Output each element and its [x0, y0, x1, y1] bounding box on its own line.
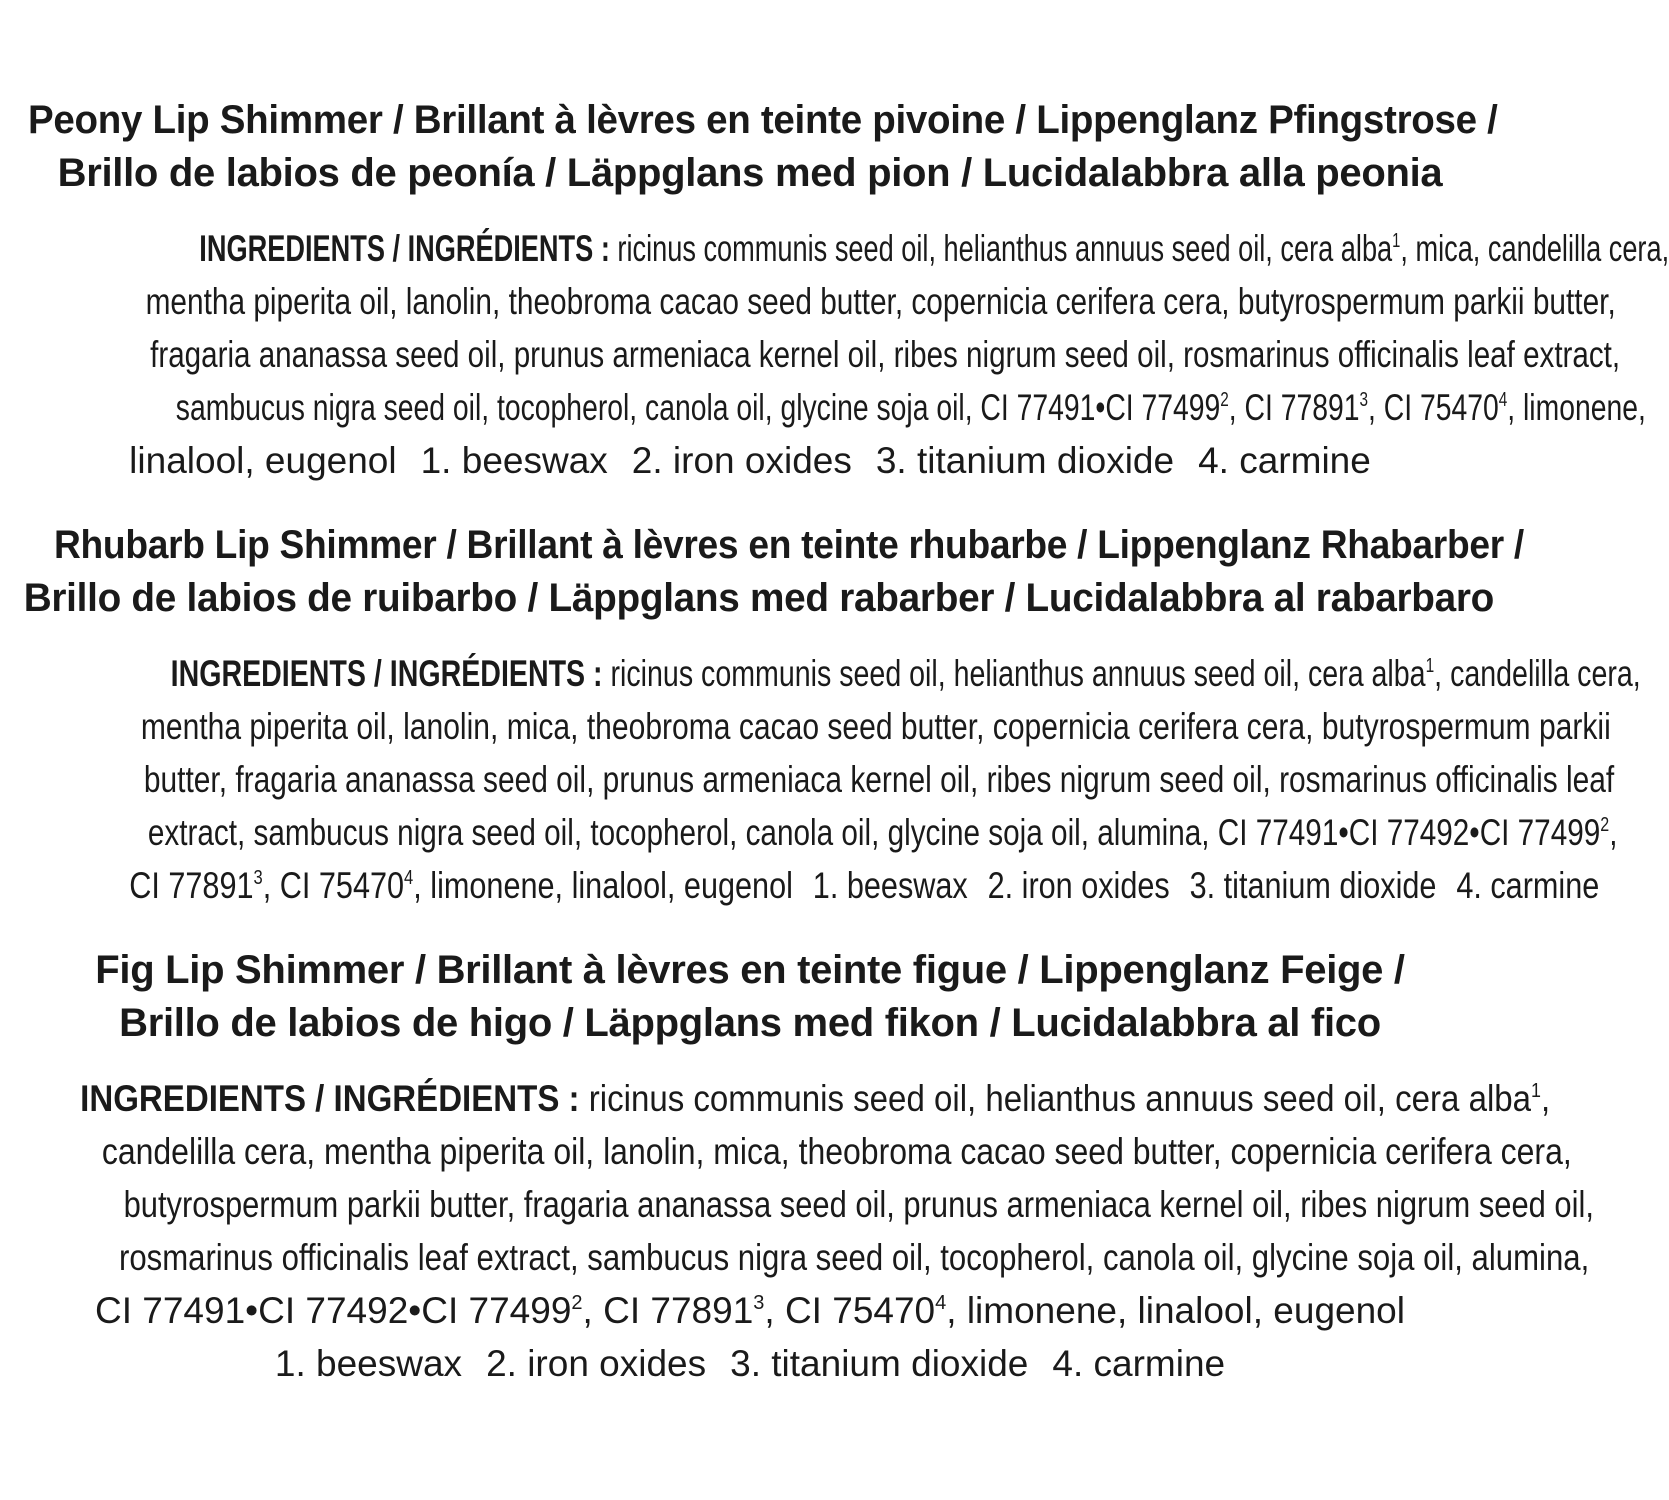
- ingredient-line: rosmarinus officinalis leaf extract, sambucus nigra seed oil, tocopherol, canola oil, glycine soja oil, alumina,: [118, 1237, 1590, 1278]
- footnote-item: 4. carmine: [1456, 865, 1600, 906]
- ingredients-label: INGREDIENTS / INGRÉDIENTS :: [170, 653, 603, 694]
- product-title-line: Brillo de labios de peonía / Läppglans med pion / Lucidalabbra alla peonia: [57, 151, 1443, 195]
- ingredient-text: , candelilla cera,: [1434, 653, 1641, 694]
- ingredients-label: INGREDIENTS / INGRÉDIENTS :: [199, 228, 610, 269]
- footnote-item: 3. titanium dioxide: [730, 1343, 1029, 1384]
- ingredient-line: [147, 806, 1618, 859]
- product-title-line: Rhubarb Lip Shimmer / Brillant à lèvres en teinte rhubarbe / Lippenglanz Rhabarber /: [54, 523, 1524, 567]
- ingredient-line: mentha piperita oil, lanolin, theobroma cacao seed butter, copernicia cerifera cera, butyrospermum parkii butter,: [145, 281, 1616, 322]
- footnote-item: 1. beeswax: [420, 440, 608, 481]
- footnote-marker: 4: [1498, 389, 1508, 411]
- footnote-marker: 1: [1392, 230, 1401, 252]
- footnote-item: 2. iron oxides: [486, 1343, 707, 1384]
- product-title-line: Peony Lip Shimmer / Brillant à lèvres en teinte pivoine / Lippenglanz Pfingstrose /: [27, 98, 1498, 142]
- ingredient-text: CI 77891: [129, 865, 254, 906]
- ingredient-text: linalool, eugenol: [129, 440, 397, 481]
- footnote-marker: 2: [1600, 814, 1610, 836]
- ingredient-text: , CI 77891: [1228, 387, 1360, 428]
- ingredient-line: [0, 1284, 1500, 1337]
- footnote-item: 3. titanium dioxide: [875, 440, 1175, 481]
- product-fig: [0, 944, 1594, 1390]
- footnote-marker: 2: [1220, 389, 1229, 411]
- ingredient-line: [0, 434, 1500, 487]
- ingredient-line: mentha piperita oil, lanolin, mica, theobroma cacao seed butter, copernicia cerifera cera, butyrospermum parkii: [140, 706, 1611, 747]
- product-title-line: Brillo de labios de ruibarbo / Läppglans med rabarber / Lucidalabbra al rabarbaro: [23, 576, 1495, 620]
- footnote-item: 4. carmine: [1198, 440, 1371, 481]
- footnote-marker: 3: [253, 867, 263, 889]
- ingredient-text: ricinus communis seed oil, helianthus annuus seed oil, cera alba: [579, 1078, 1532, 1119]
- ingredient-text: , CI 75470: [262, 865, 405, 906]
- footnote-marker: 4: [935, 1292, 947, 1314]
- ingredient-text: ,: [1540, 1078, 1551, 1119]
- product-rhubarb: [0, 519, 1641, 912]
- ingredient-line: [170, 647, 1641, 700]
- footnote-item: 2. iron oxides: [987, 865, 1170, 906]
- ingredient-text: ricinus communis seed oil, helianthus annuus seed oil, cera alba: [609, 228, 1393, 269]
- footnote-marker: 3: [1359, 389, 1369, 411]
- ingredient-text: , limonene, linalool, eugenol: [413, 865, 793, 906]
- ingredients-label: INGREDIENTS / INGRÉDIENTS :: [80, 1078, 580, 1119]
- footnote-marker: 1: [1425, 655, 1435, 677]
- ingredient-line: [80, 1072, 1551, 1125]
- ingredient-line: [129, 859, 1600, 912]
- ingredient-text: , limonene,: [1507, 387, 1646, 428]
- footnote-marker: 1: [1531, 1080, 1541, 1102]
- product-peony: [0, 94, 1669, 487]
- footnote-item: 4. carmine: [1052, 1343, 1226, 1384]
- ingredient-text: extract, sambucus nigra seed oil, tocopherol, canola oil, glycine soja oil, alumina, CI 77491•CI 77492•CI 77499: [147, 812, 1601, 853]
- product-title-line: Fig Lip Shimmer / Brillant à lèvres en teinte figue / Lippenglanz Feige /: [95, 948, 1405, 992]
- footnote-item: 3. titanium dioxide: [1189, 865, 1437, 906]
- ingredients-block: [0, 647, 1641, 912]
- ingredient-text: , CI 75470: [1368, 387, 1499, 428]
- ingredient-line: butyrospermum parkii butter, fragaria ananassa seed oil, prunus armeniaca kernel oil, ribes nigrum seed oil,: [123, 1184, 1594, 1225]
- footnote-item: 1. beeswax: [812, 865, 968, 906]
- ingredient-text: sambucus nigra seed oil, tocopherol, canola oil, glycine soja oil, CI 77491•CI 77499: [175, 387, 1221, 428]
- ingredient-line: [199, 222, 1669, 275]
- ingredient-text: ,: [1609, 812, 1618, 853]
- ingredient-text: ricinus communis seed oil, helianthus annuus seed oil, cera alba: [602, 653, 1426, 694]
- ingredient-text: CI 77491•CI 77492•CI 77499: [95, 1290, 572, 1331]
- ingredient-text: , CI 77891: [582, 1290, 754, 1331]
- ingredient-line: [175, 381, 1646, 434]
- ingredients-block: [0, 222, 1669, 487]
- ingredient-line: butter, fragaria ananassa seed oil, prunus armeniaca kernel oil, ribes nigrum seed oil, rosmarinus officinalis leaf: [143, 759, 1615, 800]
- ingredient-line: [0, 1337, 1500, 1390]
- footnote-marker: 2: [571, 1292, 583, 1314]
- ingredient-line: candelilla cera, mentha piperita oil, lanolin, mica, theobroma cacao seed butter, copernicia cerifera cera,: [101, 1131, 1572, 1172]
- footnote-item: 2. iron oxides: [631, 440, 852, 481]
- ingredient-text: , CI 75470: [764, 1290, 936, 1331]
- ingredients-block: [0, 1072, 1594, 1390]
- ingredient-text: , limonene, linalool, eugenol: [946, 1290, 1405, 1331]
- footnote-marker: 4: [404, 867, 414, 889]
- ingredient-text: , mica, candelilla cera,: [1400, 228, 1669, 269]
- ingredient-line: fragaria ananassa seed oil, prunus armeniaca kernel oil, ribes nigrum seed oil, rosmarinus officinalis leaf extract,: [150, 334, 1621, 375]
- footnote-item: 1. beeswax: [274, 1343, 463, 1384]
- product-title-line: Brillo de labios de higo / Läppglans med fikon / Lucidalabbra al fico: [119, 1001, 1381, 1045]
- footnote-marker: 3: [753, 1292, 765, 1314]
